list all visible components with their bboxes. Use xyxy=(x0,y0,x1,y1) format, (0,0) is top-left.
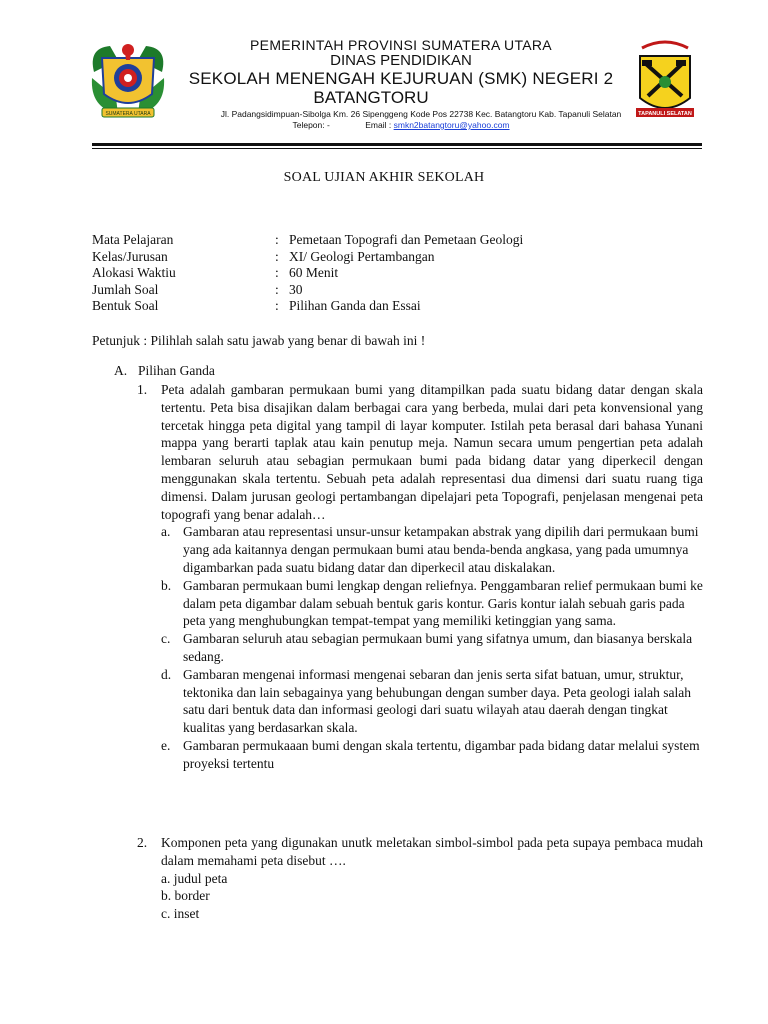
info-label: Alokasi Waktiu xyxy=(92,265,176,280)
question-number: 1. xyxy=(137,382,148,397)
info-colon: : xyxy=(275,248,279,264)
option-letter: b. xyxy=(161,577,172,593)
letterhead-text xyxy=(170,38,632,131)
answer-option xyxy=(161,737,703,773)
answer-option: b. border xyxy=(161,888,210,904)
info-label: Bentuk Soal xyxy=(92,298,159,313)
phone-text: Telepon: - xyxy=(292,120,330,130)
answer-options xyxy=(161,523,703,772)
sumatera-utara-emblem-icon xyxy=(88,38,168,120)
info-colon: : xyxy=(275,298,279,313)
agency-name: DINAS PENDIDIKAN xyxy=(330,52,472,69)
info-colon: : xyxy=(275,232,279,247)
info-value: 60 Menit xyxy=(289,265,339,280)
option-text: Gambaran seluruh atau sebagian permukaan bumi yang sifatnya umum, dan biasanya berskala sedang. xyxy=(183,631,693,664)
email-link[interactable]: smkn2batangtoru@yahoo.com xyxy=(393,120,510,130)
answer-option xyxy=(161,630,703,666)
info-colon: : xyxy=(275,265,279,280)
government-name: PEMERINTAH PROVINSI SUMATERA UTARA xyxy=(250,37,552,53)
info-value: XI/ Geologi Pertambangan xyxy=(289,248,435,264)
svg-text:TAPANULI SELATAN: TAPANULI SELATAN xyxy=(638,111,692,117)
section-letter: A. xyxy=(114,363,128,378)
option-text: Gambaran mengenai informasi mengenai sebaran dan jenis serta sifat batuan, umur, struktur, tektonika dan lain sebagainya yang behubungan dengan sumber daya. Peta geologi ialah salah satu dari bentuk data dan informasi geologi dari suatu wilayah atau daerah dengan tingkat kualitas yang berdasarkan skala. xyxy=(183,666,691,736)
question-item xyxy=(137,834,703,923)
question-number: 2. xyxy=(137,835,148,850)
header-rule-thin xyxy=(92,148,702,149)
question-text: Peta adalah gambaran permukaan bumi yang ditampilkan pada suatu bidang datar dengan skala tertentu. Peta bisa disajikan dalam berbagai cara yang berbeda, mulai dari peta konvensional yang tercetak hingga peta digital yang tampil di layar komputer. Istilah peta berasal dari bahasa Yunani mappa yang berarti taplak atau kain penutup meja. Namun secara umum pengertian peta adalah lembaran seluruh atau sebagian permukaan bumi pada bidang datar yang diperkecil dengan menggunakan skala tertentu. Sebuah peta adalah representasi dua dimensi dari suatu ruang tiga dimensi. Dalam jurusan geologi pertambangan dipelajari peta Topografi, penjelasan mengenai peta topografi yang benar adalah… xyxy=(161,382,703,522)
letterhead xyxy=(0,0,768,160)
email-label: Email : xyxy=(365,120,392,130)
exam-title: SOAL UJIAN AKHIR SEKOLAH xyxy=(283,170,485,185)
option-letter: c. xyxy=(161,631,171,647)
contact-line xyxy=(170,120,632,131)
header-rule-thick xyxy=(92,143,702,146)
tapanuli-selatan-emblem-icon xyxy=(632,38,698,122)
info-value: Pilihan Ganda dan Essai xyxy=(289,298,421,313)
school-location: BATANGTORU xyxy=(313,88,429,107)
question-text: Komponen peta yang digunakan unutk meletakan simbol-simbol pada peta supaya pembaca mudah dalam memahami peta disebut …. xyxy=(161,835,703,868)
option-text: Gambaran permukaan bumi lengkap dengan reliefnya. Penggambaran relief permukaan bumi ke dalam peta digambar dalam sebuah bentuk garis kontur. Garis kontur ialah sebuah garis pada peta yang menghubungkan tempat-tempat yang memiliki ketinggian yang sama. xyxy=(183,577,703,629)
info-label: Kelas/Jurusan xyxy=(92,248,168,264)
answer-option xyxy=(161,523,703,576)
option-letter: e. xyxy=(161,737,171,753)
info-value: 30 xyxy=(289,281,303,297)
info-label: Mata Pelajaran xyxy=(92,232,174,247)
section-title: Pilihan Ganda xyxy=(138,363,215,378)
info-colon: : xyxy=(275,281,279,297)
option-text: Gambaran atau representasi unsur-unsur ketampakan abstrak yang dipilih dari permukaan bumi yang ada kaitannya dengan permukaan bumi atau benda-benda angkasa, yang pada umumnya digambarkan pada suatu bidang datar dan diperkecil atau diskalakan. xyxy=(183,524,699,575)
info-value: Pemetaan Topografi dan Pemetaan Geologi xyxy=(289,232,524,247)
svg-text:SUMATERA UTARA: SUMATERA UTARA xyxy=(105,111,151,117)
school-address: Jl. Padangsidimpuan-Sibolga Km. 26 Sipenggeng Kode Pos 22738 Kec. Batangtoru Kab. Tapanuli Selatan xyxy=(220,109,622,119)
answer-option xyxy=(161,666,703,737)
option-text: Gambaran permukaaan bumi dengan skala tertentu, digambar pada bidang datar melalui system proyeksi tertentu xyxy=(183,737,700,771)
question-item xyxy=(137,381,703,773)
answer-option xyxy=(161,577,703,630)
answer-option: c. inset xyxy=(161,906,200,922)
answer-option: a. judul peta xyxy=(161,870,228,886)
option-letter: d. xyxy=(161,666,172,682)
instruction-text: Petunjuk : Pilihlah salah satu jawab yang benar di bawah ini ! xyxy=(92,333,426,348)
school-name: SEKOLAH MENENGAH KEJURUAN (SMK) NEGERI 2 xyxy=(188,69,614,88)
info-label: Jumlah Soal xyxy=(92,281,159,297)
option-letter: a. xyxy=(161,524,171,540)
